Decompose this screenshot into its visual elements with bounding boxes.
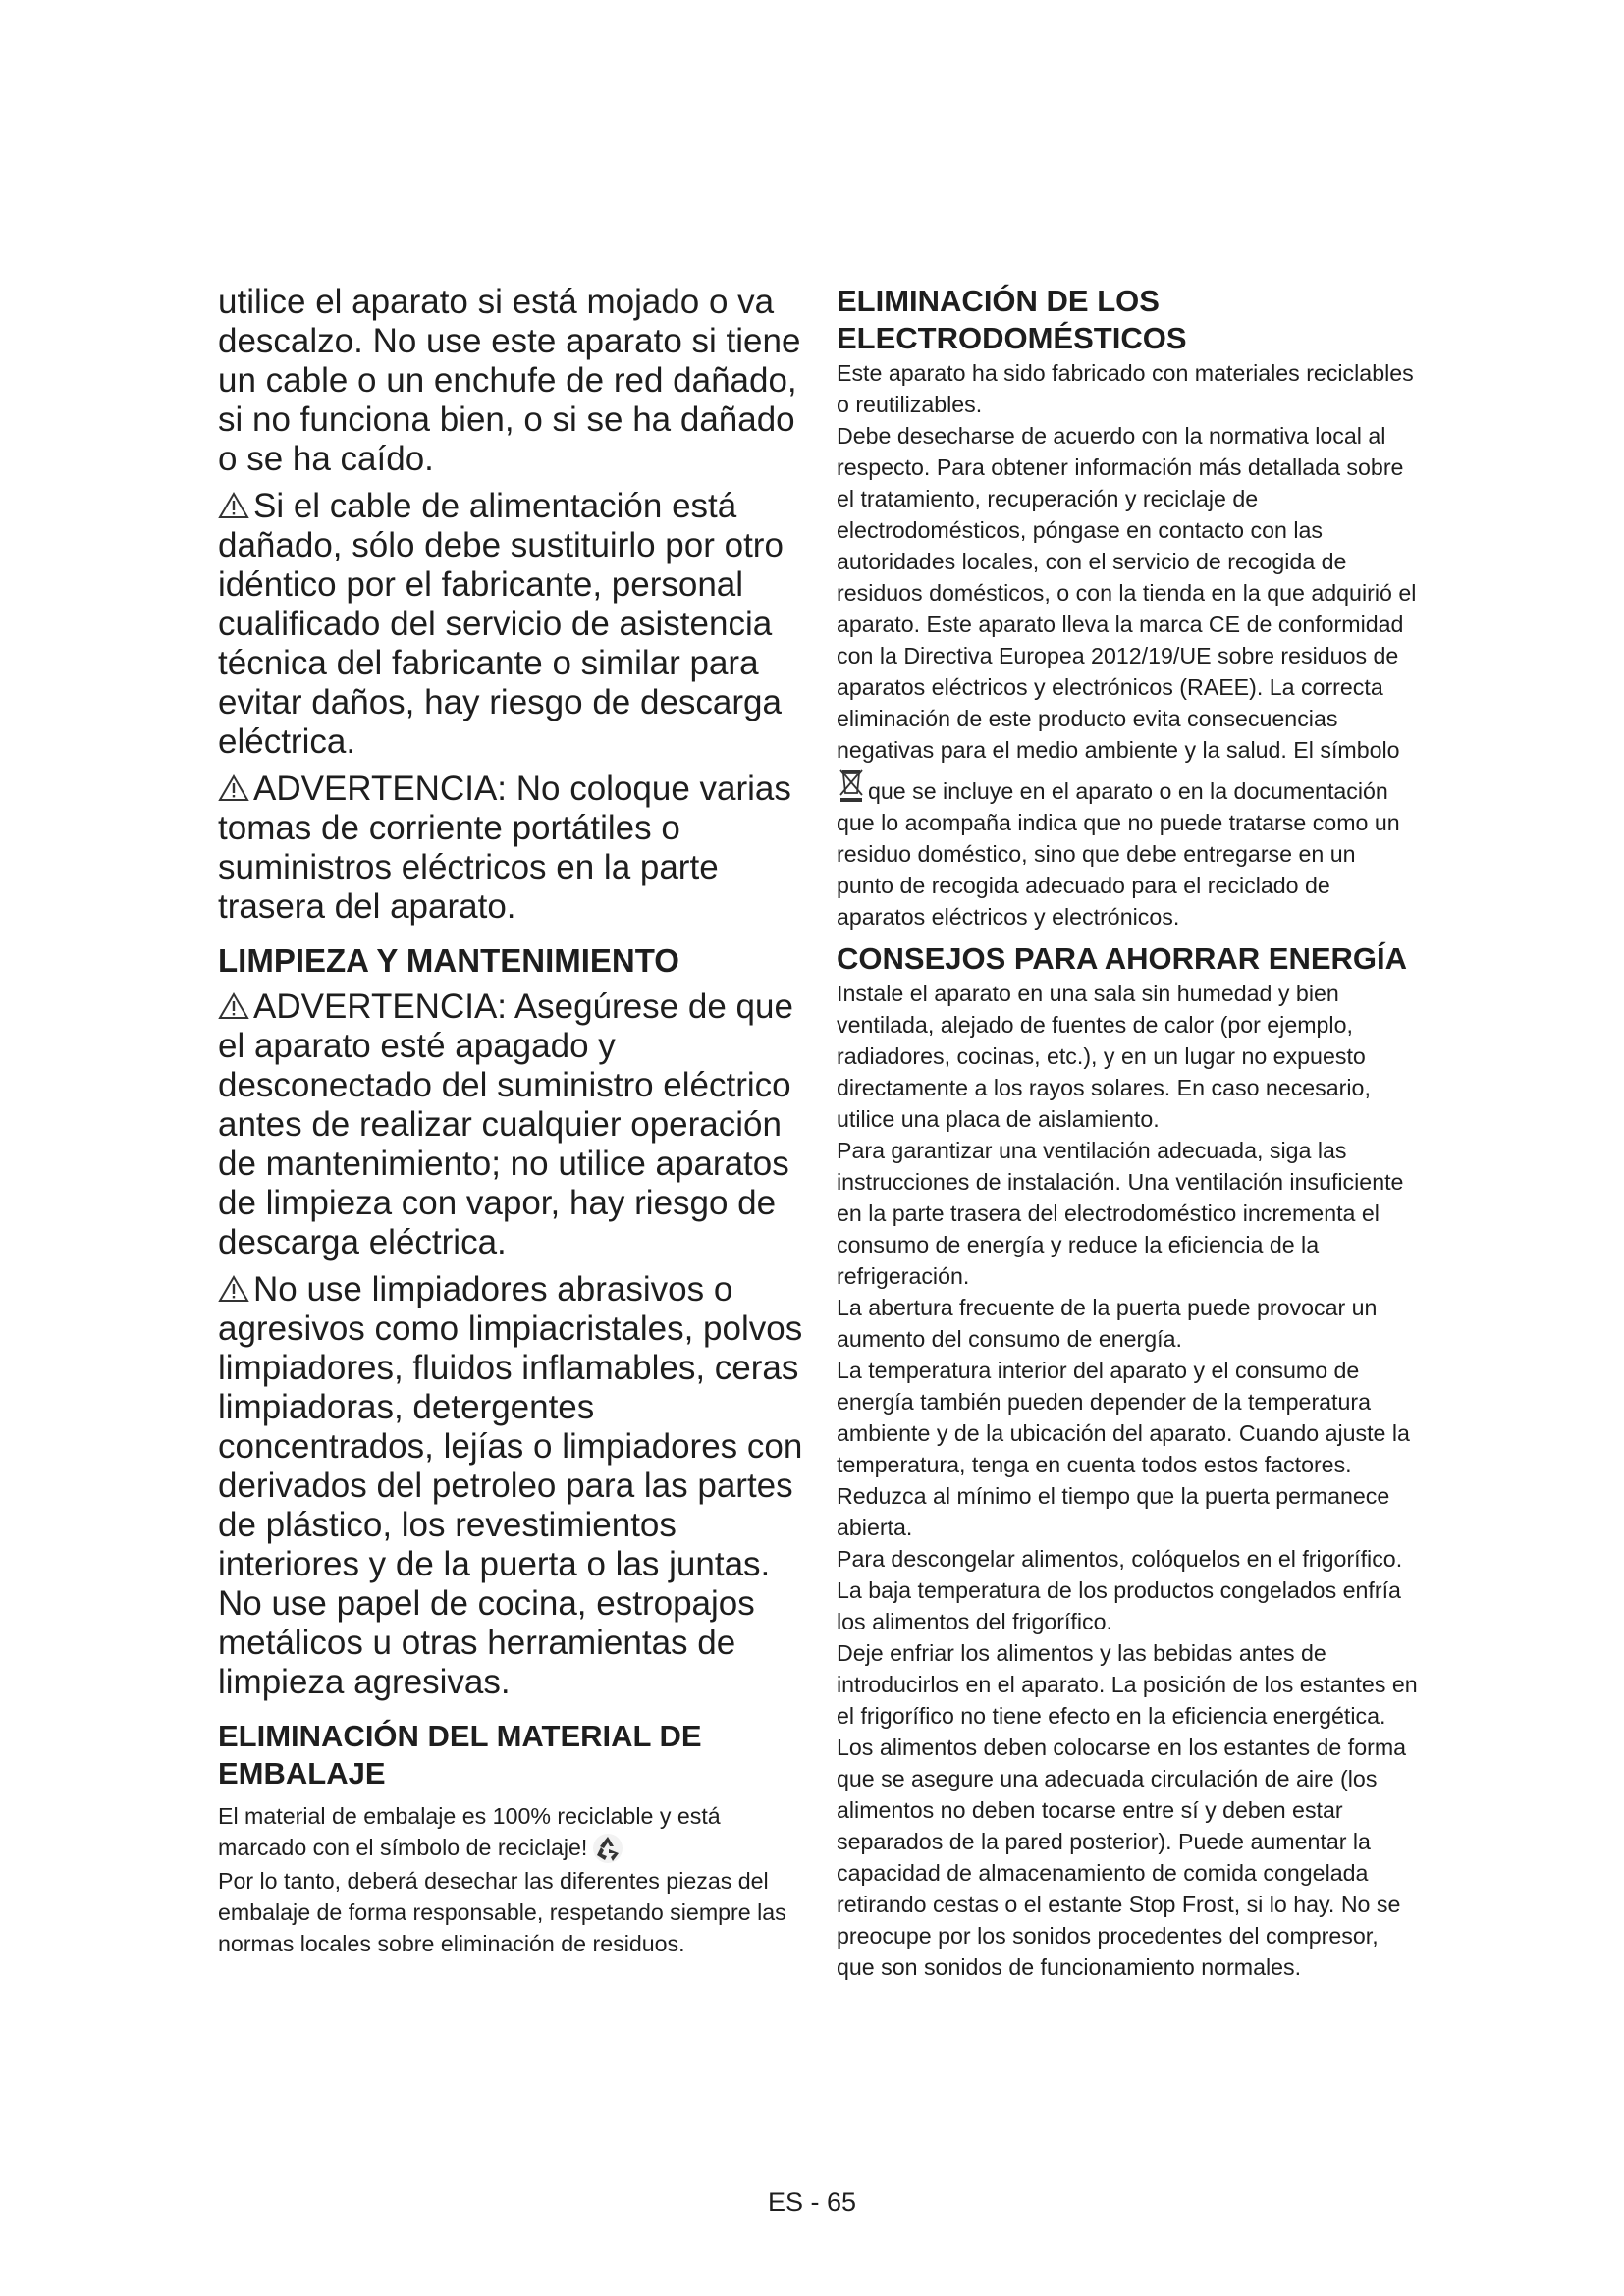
paragraph-door-opening: La abertura frecuente de la puerta puede provocar un aumento del consumo de energía. bbox=[837, 1295, 1378, 1352]
left-column bbox=[218, 283, 807, 1959]
right-column bbox=[837, 283, 1418, 1983]
paragraph-abrasive-cleaners bbox=[218, 1270, 807, 1702]
paragraph-ventilation: Para garantizar una ventilación adecuada, siga las instrucciones de instalación. Una ventilación insuficiente en la parte trasera del electrodoméstico incrementa el consumo de energía y reduce la eficiencia de la refrigeración. bbox=[837, 1138, 1404, 1289]
abrasive-cleaners-text: No use limpiadores abrasivos o agresivos como limpiacristales, polvos limpiadores, fluidos inflamables, ceras limpiadoras, detergentes concentrados, lejías o limpiadores con derivados del petroleo para las partes de plástico, los revestimientos interiores y de la puerta o las juntas. No use papel de cocina, estropajos metálicos u otras herramientas de limpieza agresivas. bbox=[218, 1270, 803, 1701]
recycle-icon bbox=[591, 1832, 624, 1865]
paragraph-weee-regulation bbox=[837, 420, 1418, 933]
paragraph-defrost: Para descongelar alimentos, colóquelos en el frigorífico. La baja temperatura de los productos congelados enfría los alimentos del frigorífico. bbox=[837, 1546, 1403, 1634]
paragraph-wet-use: utilice el aparato si está mojado o va descalzo. No use este aparato si tiene un cable o un enchufe de red dañado, si no funciona bien, o si se ha dañado o se ha caído. bbox=[218, 283, 801, 478]
paragraph-recyclable-materials: Este aparato ha sido fabricado con materiales reciclables o reutilizables. bbox=[837, 360, 1414, 417]
paragraph-cooling-shelves: Deje enfriar los alimentos y las bebidas antes de introducirlos en el aparato. La posición de los estantes en el frigorífico no tiene efecto en la eficiencia energética. Los alimentos deben colocarse en los estantes de forma que se asegure una adecuada circulación de aire (los alimentos no deben tocarse entre sí y deben estar separados de la pared posterior). Puede aumentar la capacidad de almacenamiento de comida congelada retirando cestas o el estante Stop Frost, si lo hay. No se preocupe por los sonidos procedentes del compresor, que son sonidos de funcionamiento normales. bbox=[837, 1640, 1418, 1980]
weee-text-before-symbol: Debe desecharse de acuerdo con la normativa local al respecto. Para obtener información más detallada sobre el tratamiento, recuperación y reciclaje de electrodomésticos, póngase en contacto con las autoridades locales, con el servicio de recogida de residuos domésticos, o con la tienda en la que adquirió el aparato. Este aparato lleva la marca CE de conformidad con la Directiva Europea 2012/19/UE sobre residuos de aparatos eléctricos y electrónicos (RAEE). La correcta eliminación de este producto evita consecuencias negativas para el medio ambiente y la salud. El símbolo bbox=[837, 423, 1417, 763]
warning-icon bbox=[218, 774, 249, 802]
paragraph-packaging-responsible: Por lo tanto, deberá desechar las diferentes piezas del embalaje de forma responsable, respetando siempre las normas locales sobre eliminación de residuos. bbox=[218, 1868, 786, 1956]
warning-icon bbox=[218, 992, 249, 1020]
warning-icon bbox=[218, 492, 249, 519]
warning-icon bbox=[218, 1275, 249, 1303]
paragraph-warning-disconnect bbox=[218, 988, 807, 1262]
packaging-recyclable-text: El material de embalaje es 100% reciclable y está marcado con el símbolo de reciclaje! bbox=[218, 1803, 721, 1860]
cable-damaged-text: Si el cable de alimentación está dañado, sólo debe sustituirlo por otro idéntico por el fabricante, personal cualificado del servicio de asistencia técnica del fabricante o similar para evitar daños, hay riesgo de descarga eléctrica. bbox=[218, 487, 784, 761]
paragraph-warning-sockets bbox=[218, 770, 807, 927]
weee-bin-icon bbox=[837, 766, 866, 805]
heading-appliance-disposal: ELIMINACIÓN DE LOS ELECTRODOMÉSTICOS bbox=[837, 284, 1187, 355]
heading-packaging-disposal: ELIMINACIÓN DEL MATERIAL DE EMBALAJE bbox=[218, 1719, 702, 1790]
paragraph-temperature: La temperatura interior del aparato y el consumo de energía también pueden depender de la temperatura ambiente y de la ubicación del aparato. Cuando ajuste la temperatura, tenga en cuenta todos estos factores. Reduzca al mínimo el tiempo que la puerta permanece abierta. bbox=[837, 1358, 1410, 1540]
heading-energy-saving: CONSEJOS PARA AHORRAR ENERGÍA bbox=[837, 941, 1408, 976]
page-number: ES - 65 bbox=[767, 2187, 857, 2216]
heading-cleaning-maintenance: LIMPIEZA Y MANTENIMIENTO bbox=[218, 942, 679, 979]
paragraph-cable-damaged bbox=[218, 487, 807, 762]
weee-text-after-symbol: que se incluye en el aparato o en la documentación que lo acompaña indica que no puede tratarse como un residuo doméstico, sino que debe entregarse en un punto de recogida adecuado para el reciclado de aparatos eléctricos y electrónicos. bbox=[837, 778, 1400, 930]
warning-sockets-text: ADVERTENCIA: No coloque varias tomas de corriente portátiles o suministros eléctricos en la parte trasera del aparato. bbox=[218, 770, 791, 926]
paragraph-packaging-recyclable bbox=[218, 1800, 807, 1865]
warning-disconnect-text: ADVERTENCIA: Asegúrese de que el aparato esté apagado y desconectado del suministro eléctrico antes de realizar cualquier operación de mantenimiento; no utilice aparatos de limpieza con vapor, hay riesgo de descarga eléctrica. bbox=[218, 988, 793, 1261]
paragraph-install-location: Instale el aparato en una sala sin humedad y bien ventilada, alejado de fuentes de calor (por ejemplo, radiadores, cocinas, etc.), y en un lugar no expuesto directamente a los rayos solares. En caso necesario, utilice una placa de aislamiento. bbox=[837, 981, 1371, 1132]
